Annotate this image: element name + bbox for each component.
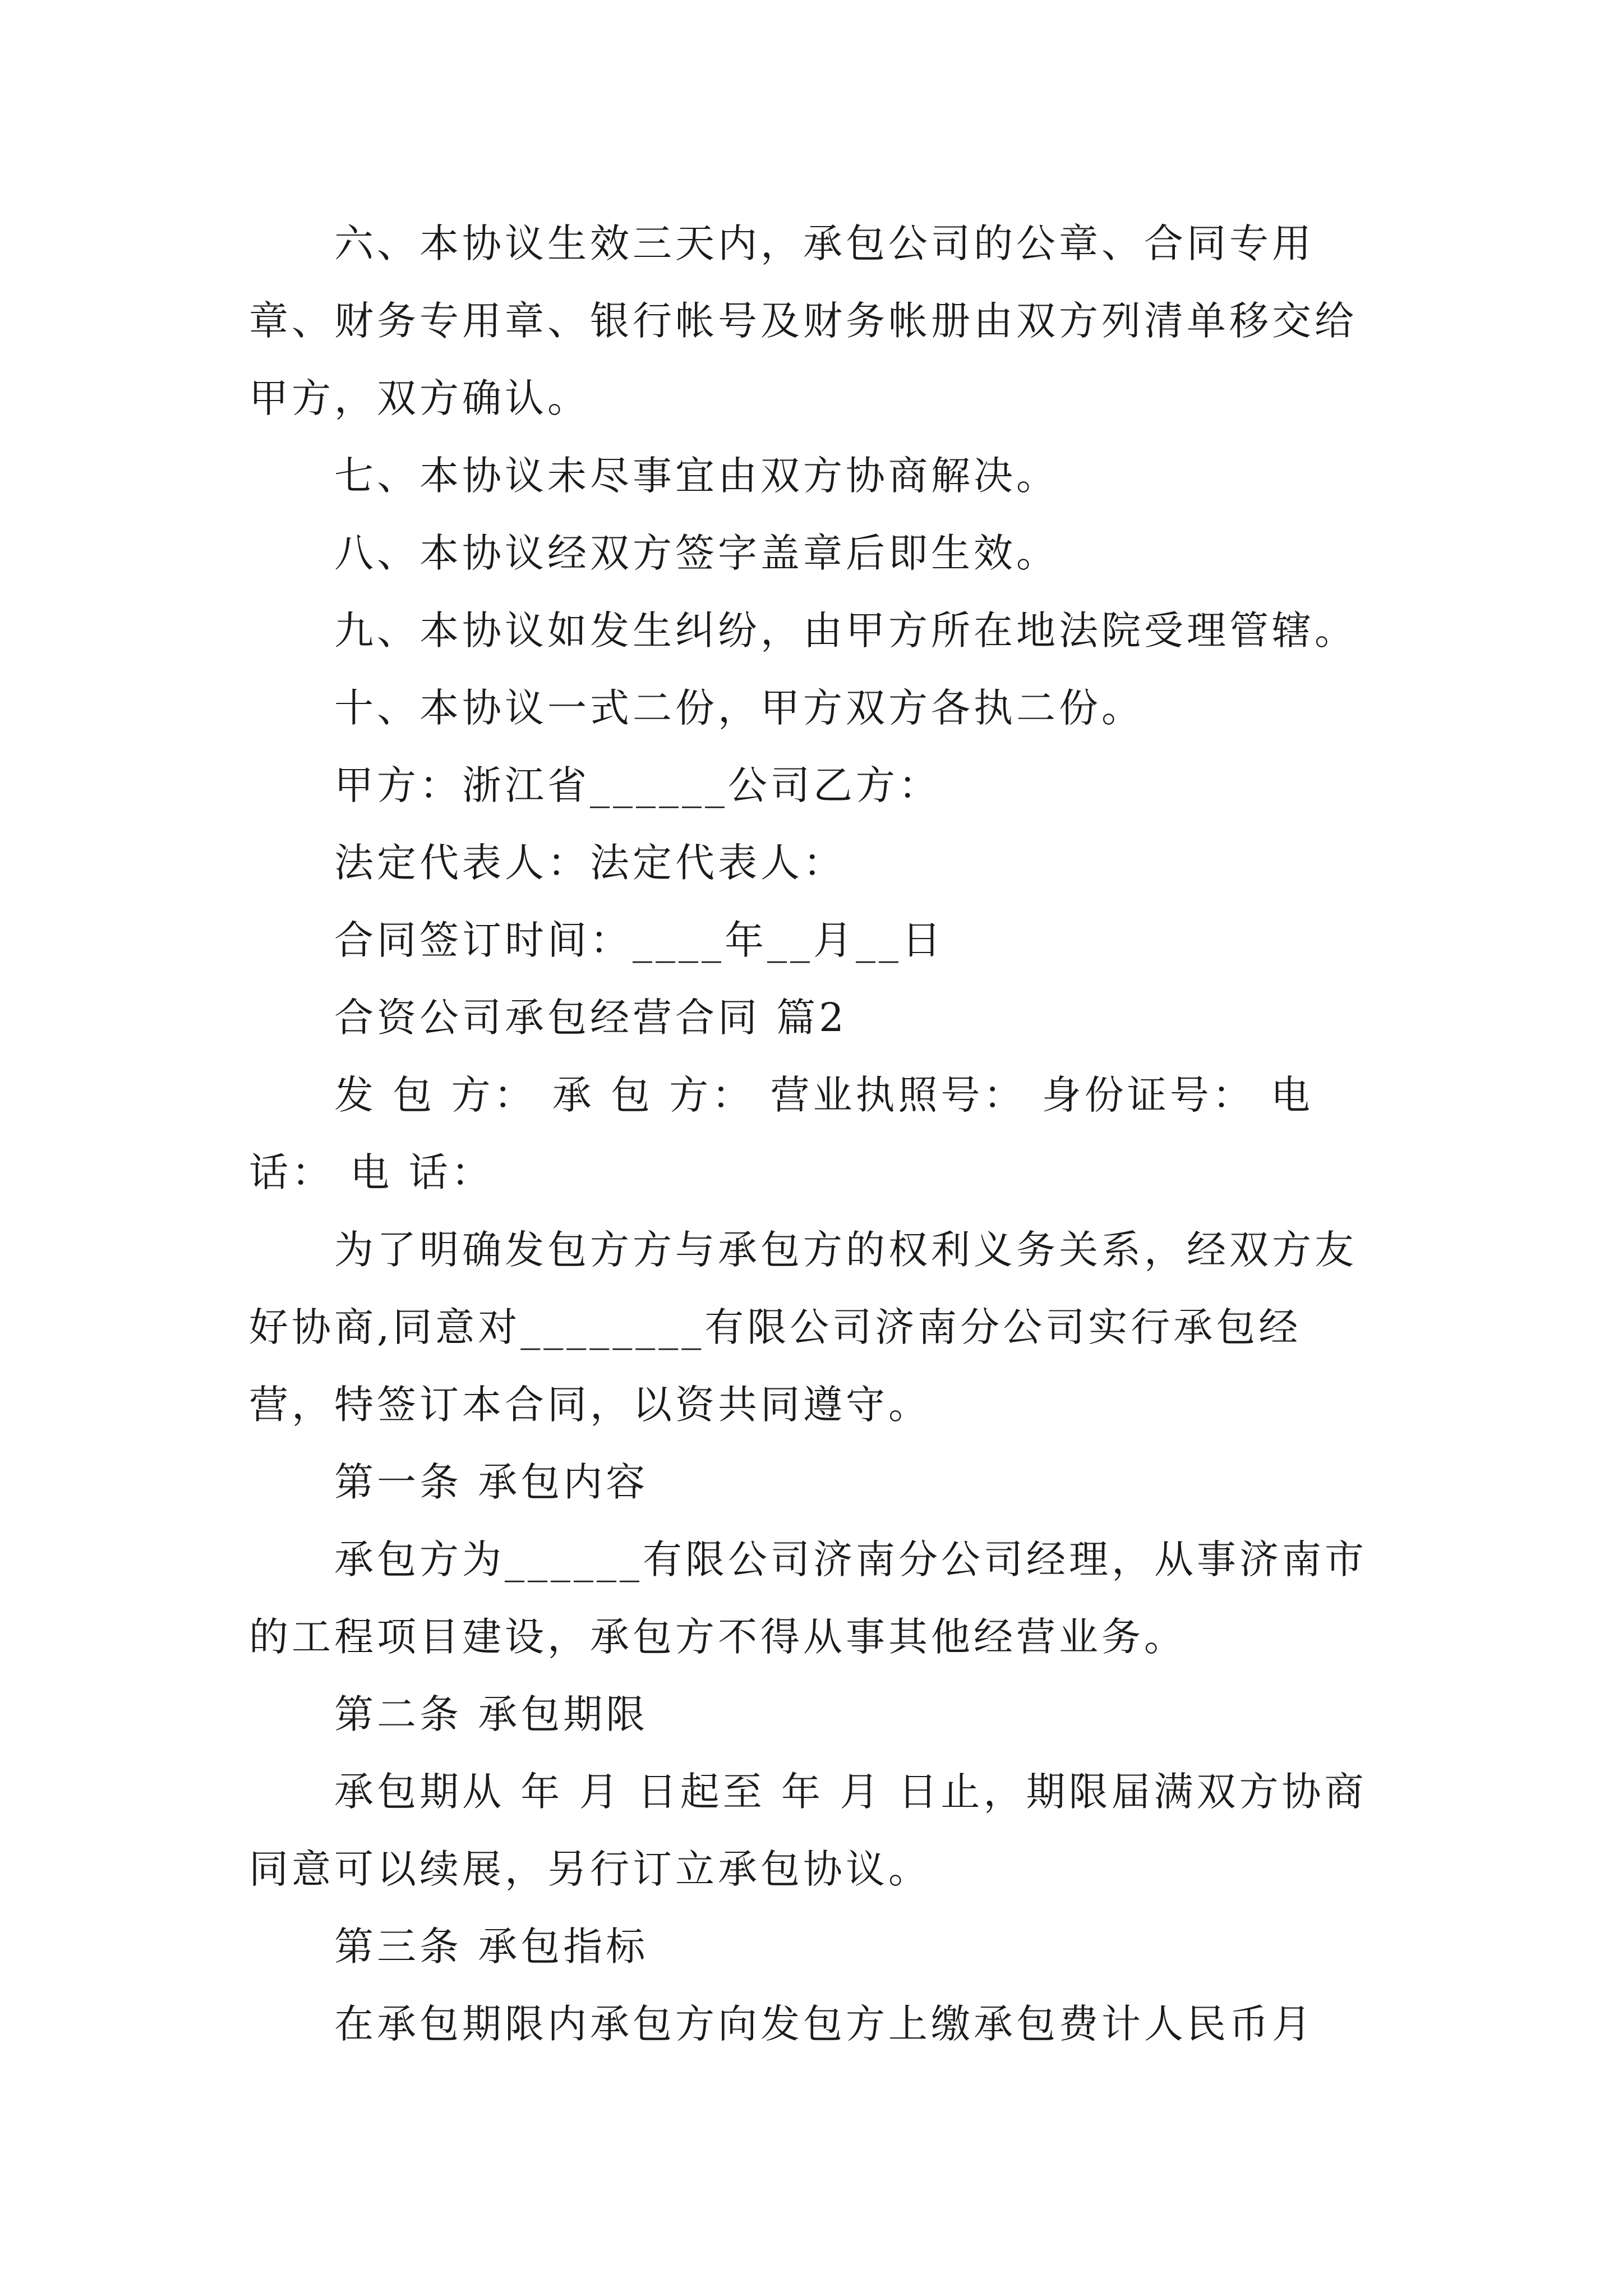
section-heading: 合资公司承包经营合同 篇2: [334, 995, 847, 1041]
preamble-paragraph: 为了明确发包方方与承包方的权利义务关系，经双方友好协商,同意对________有限公司济南分公司实行承包经营，特签订本合同，以资共同遵守。: [249, 1227, 1357, 1428]
clause-nine: 九、本协议如发生纠纷，由甲方所在地法院受理管辖。: [334, 608, 1357, 654]
clause-six: 六、本协议生效三天内，承包公司的公章、合同专用章、财务专用章、银行帐号及财务帐册由双方列清单移交给甲方，双方确认。: [249, 220, 1357, 421]
party-a-line: 甲方：浙江省______公司乙方：: [334, 762, 941, 808]
article-one-heading: 第一条 承包内容: [334, 1459, 649, 1505]
article-one-body: 承包方为______有限公司济南分公司经理，从事济南市的工程项目建设，承包方不得从事其他经营业务。: [249, 1536, 1367, 1660]
clause-eight: 八、本协议经双方签字盖章后即生效。: [334, 530, 1059, 576]
document-body: [249, 205, 1382, 2063]
article-two-body: 承包期从 年 月 日起至 年 月 日止，期限届满双方协商同意可以续展，另行订立承包协议。: [249, 1769, 1367, 1892]
parties-info-line: 发 包 方： 承 包 方： 营业执照号： 身份证号： 电话： 电 话：: [249, 1072, 1314, 1195]
clause-ten: 十、本协议一式二份，甲方双方各执二份。: [334, 685, 1144, 731]
clause-seven: 七、本协议未尽事宜由双方协商解决。: [334, 453, 1059, 499]
legal-representative-line: 法定代表人：法定代表人：: [334, 840, 846, 886]
article-three-body: 在承包期限内承包方向发包方上缴承包费计人民币月: [334, 2001, 1315, 2047]
article-three-heading: 第三条 承包指标: [334, 1924, 649, 1970]
article-two-heading: 第二条 承包期限: [334, 1691, 649, 1737]
signing-date-line: 合同签订时间：____年__月__日: [334, 917, 944, 963]
